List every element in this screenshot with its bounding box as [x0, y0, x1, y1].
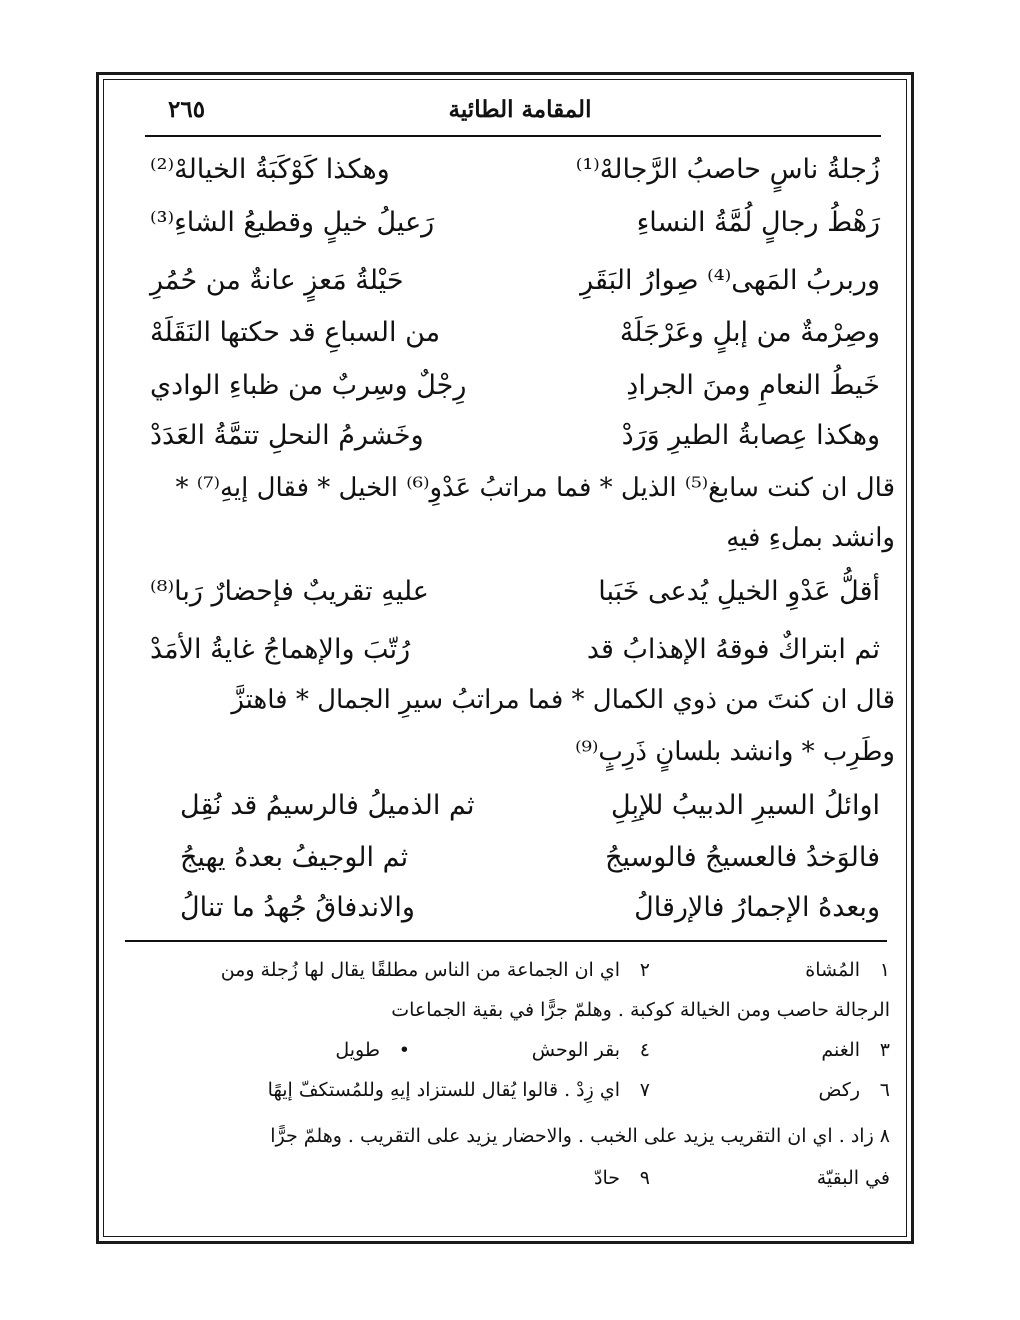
- verse-hemistich-right: وبعدهُ الإجمارُ فالإرقالُ: [634, 892, 880, 923]
- header-rule: [145, 135, 881, 137]
- verse-hemistich-left: من السباعِ قد حكتها النَقَلَهْ: [150, 317, 441, 348]
- prose-line: وانشد بملءِ فيهِ: [726, 523, 895, 553]
- footnote-number: ١: [879, 959, 890, 981]
- verse-hemistich-right: رَهْطُ رجالٍ لُمَّةُ النساءِ: [636, 207, 880, 238]
- verse-hemistich-right: وهكذا عِصابةُ الطيرِ وَرَدْ: [621, 420, 880, 451]
- verse-line: [150, 197, 880, 249]
- footnote-line: [120, 1118, 890, 1154]
- verse-hemistich-left: عليهِ تقريبٌ فإحضارٌ رَبا⁽⁸⁾: [150, 576, 429, 607]
- footnote-text: حادّ: [594, 1167, 620, 1189]
- footnote-text: ٨ زاد . اي ان التقريب يزيد على الخبب . والاحضار يزيد على التقريب . وهلمّ جرًّا: [270, 1125, 890, 1147]
- footnote-text: الرجالة حاصب ومن الخيالة كوكبة . وهلمّ جرًّا في بقية الجماعات: [391, 999, 890, 1021]
- page-title: المقامة الطائية: [448, 96, 592, 123]
- prose-line: قال ان كنت سابغ⁽⁵⁾ الذيل * فما مراتبُ عَدْوِ⁽⁶⁾ الخيل * فقال إيهِ⁽⁷⁾ *: [175, 473, 895, 503]
- verse-hemistich-left: رِجْلٌ وسِربٌ من ظباءِ الوادي: [150, 370, 467, 401]
- footnote-text: في البقيّة: [816, 1167, 890, 1189]
- verse-hemistich-right: وربربُ المَهى⁽⁴⁾ صِوارُ البَقَرِ: [580, 265, 880, 296]
- footnote-line: [120, 952, 890, 988]
- verse-hemistich-right: خَيطُ النعامِ ومنَ الجرادِ: [626, 370, 880, 401]
- verse-hemistich-right: زُجلةُ ناسٍ حاصبُ الرَّجالهْ⁽¹⁾: [575, 154, 880, 185]
- verse-hemistich-left: وهكذا كَوْكَبَةُ الخيالهْ⁽²⁾: [150, 154, 390, 185]
- footnote-number: ٣: [879, 1039, 890, 1061]
- verse-line: [150, 144, 880, 196]
- footnote-number: •: [398, 1039, 410, 1061]
- verse-line: [180, 780, 880, 832]
- footnote-number: ٦: [879, 1079, 890, 1101]
- verse-hemistich-right: وصِرْمةٌ من إبلٍ وعَرْجَلَهْ: [619, 317, 880, 348]
- verse-line: [180, 832, 880, 884]
- verse-hemistich-right: ثم ابتراكٌ فوقهُ الإهذابُ قد: [586, 634, 880, 665]
- footnote-text: اي ان الجماعة من الناس مطلقًا يقال لها زُجلة ومن: [220, 959, 620, 981]
- footnote-text: الغنم: [821, 1039, 860, 1061]
- footnote-number: ٢: [639, 959, 650, 981]
- verse-line: [150, 624, 880, 676]
- footnote-line: [120, 1032, 890, 1068]
- verse-hemistich-left: والاندفاقُ جُهدُ ما تنالُ: [180, 892, 415, 923]
- prose-line: قال ان كنتَ من ذوي الكمال * فما مراتبُ سيرِ الجمال * فاهتزَّ: [231, 685, 895, 715]
- footnote-text: ركض: [818, 1079, 860, 1101]
- verse-line: [150, 360, 880, 412]
- verse-hemistich-left: رُتّبَ والإهماجُ غايةُ الأمَدْ: [150, 634, 411, 665]
- footnote-line: [120, 1072, 890, 1108]
- verse-hemistich-left: وخَشرمُ النحلِ تتمَّةُ العَدَدْ: [150, 420, 424, 451]
- footnote-text: اي زِدْ . قالوا يُقال للستزاد إيهِ وللمُستكفّ إيهًا: [267, 1079, 620, 1101]
- footnote-text: بقر الوحش: [531, 1039, 620, 1061]
- verse-line: [180, 882, 880, 934]
- verse-hemistich-left: رَعيلُ خيلٍ وقطيعُ الشاءِ⁽³⁾: [150, 207, 435, 238]
- verse-hemistich-left: ثم الذميلُ فالرسيمُ قد نُقِل: [180, 790, 475, 821]
- footnote-text: طويل: [335, 1039, 380, 1061]
- verse-hemistich-right: أقلُّ عَدْوِ الخيلِ يُدعى خَبَبا: [598, 576, 880, 607]
- verse-line: [150, 410, 880, 462]
- verse-hemistich-right: اوائلُ السيرِ الدبيبُ للإبِلِ: [611, 790, 880, 821]
- verse-hemistich-left: ثم الوجيفُ بعدهُ يهيجُ: [180, 842, 409, 873]
- footnote-number: ٧: [639, 1079, 650, 1101]
- verse-line: [150, 255, 880, 307]
- verse-hemistich-left: حَيْلةُ مَعزٍ عانةٌ من حُمُرِ: [150, 265, 404, 296]
- verse-hemistich-right: فالوَخدُ فالعسيجُ فالوسيجُ: [605, 842, 880, 873]
- page-number: ٢٦٥: [168, 96, 206, 123]
- footnote-text: المُشاة: [805, 959, 860, 981]
- footnote-line: [120, 992, 890, 1028]
- footnote-number: ٩: [639, 1167, 650, 1189]
- prose-line: وطَرِب * وانشد بلسانٍ ذَرِبٍ⁽⁹⁾: [575, 737, 895, 767]
- footnote-line: [120, 1160, 890, 1196]
- verse-line: [150, 566, 880, 618]
- footnote-rule: [125, 940, 887, 942]
- verse-line: [150, 307, 880, 359]
- footnote-number: ٤: [639, 1039, 650, 1061]
